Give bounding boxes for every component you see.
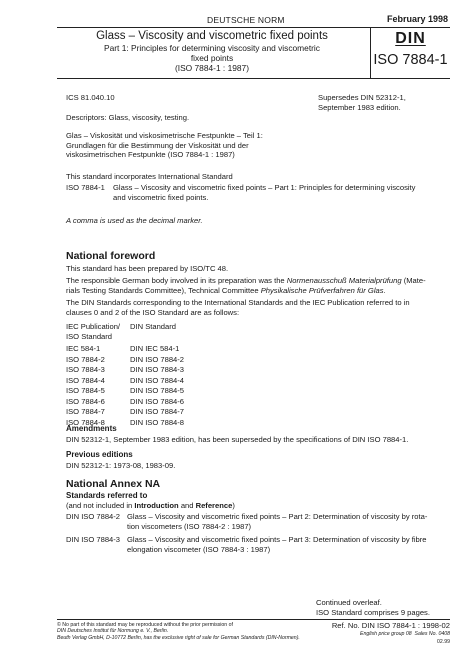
table-cell-iso: ISO 7884-4 [66,375,105,385]
amendments-text: DIN 52312-1, September 1983 edition, has been superseded by the specifications of DIN ISO 7884-1. [66,435,409,444]
subtitle-line-1: Part 1: Principles for determining viscosity and viscometric [104,43,320,53]
comma-note: A comma is used as the decimal marker. [66,216,203,225]
footer-rule [57,619,450,620]
descriptors: Descriptors: Glass, viscosity, testing. [66,113,190,122]
annex-ref-code: DIN ISO 7884-2 [66,512,121,521]
foreword-p2: The responsible German body involved in its preparation was the Normenausschuß Materialprüfung (Mate- rials Testing Standards Committee), Technical Committee Physikalische Prüfverfahren für Glas. [66,276,426,295]
foreword-p3: The DIN Standards corresponding to the International Standards and the IEC Publication referred to in clauses 0 and 2 of the ISO Standard are as follows: [66,298,410,317]
annex-heading: National Annex NA [66,478,161,490]
table-cell-iso: ISO 7884-3 [66,365,105,374]
footer-code: 02.99 [437,639,450,645]
table-cell-din: DIN IEC 584-1 [130,344,180,353]
table-header-col1: IEC Publication/ ISO Standard [66,322,121,341]
foreword-p1: This standard has been prepared by ISO/TC 48. [66,264,229,273]
table-cell-din: DIN ISO 7884-6 [130,396,185,406]
ics-code: ICS 81.040.10 [66,93,115,102]
iso-title: Glass – Viscosity and viscometric fixed points – Part 1: Principles for determining viscosity and viscometric fixed points. [113,183,416,202]
annex-ref-title: Glass – Viscosity and viscometric fixed points – Part 3: Determination of viscosity by fibre elongation viscometer (ISO 7884-3 : 1987) [127,535,427,554]
foreword-heading: National foreword [66,250,156,262]
subtitle-line-2: fixed points [190,53,234,63]
table-cell-din: DIN ISO 7884-4 [130,375,185,385]
annex-note: (and not included in Introduction and Reference) [66,501,235,510]
table-cell-iso: ISO 7884-6 [66,396,105,406]
correspondence-table [66,322,266,427]
price-info: English price group 08 Sales No. 0408 [360,631,450,637]
top-bar [57,14,450,28]
din-logo: DIN [395,30,426,47]
supersedes-note: Supersedes DIN 52312-1, September 1983 edition. [318,93,406,112]
publication-date: February 1998 [386,14,448,24]
reference-number: Ref. No. DIN ISO 7884-1 : 1998-02 [331,621,450,630]
continued-note: Continued overleaf. ISO Standard comprises 9 pages. [316,598,430,617]
table-cell-din: DIN ISO 7884-3 [130,365,185,374]
table-cell-iso: ISO 7884-5 [66,386,105,395]
norm-label: DEUTSCHE NORM [207,15,285,25]
table-cell-din: DIN ISO 7884-7 [130,407,185,416]
previous-editions-text: DIN 52312-1: 1973-08, 1983-09. [66,461,176,470]
table-cell-iso: ISO 7884-2 [66,354,105,364]
table-cell-din: DIN ISO 7884-5 [130,386,185,395]
title-block [57,30,367,73]
german-title: Glas – Viskosität und viskosimetrische Festpunkte – Teil 1: Grundlagen für die Bestimmung der Viskosität und der viskosimetrischen Festpunkte (ISO 7884-1 : 1987) [66,131,263,160]
table-header-col2: DIN Standard [130,322,177,331]
amendments-heading: Amendments [66,424,117,433]
table-cell-din: DIN ISO 7884-8 [130,417,185,427]
table-cell-iso: IEC 584-1 [66,344,101,353]
iso-reference: ISO 7884-1 [66,183,105,192]
standard-number: ISO 7884-1 [373,52,448,68]
table-cell-din: DIN ISO 7884-2 [130,354,185,364]
table-cell-iso: ISO 7884-7 [66,407,105,416]
annex-subheading: Standards referred to [66,491,148,500]
document-title: Glass – Viscosity and viscometric fixed points [96,30,328,42]
table-cell-iso: ISO 7884-8 [66,417,105,427]
annex-ref-title: Glass – Viscosity and viscometric fixed points – Part 2: Determination of viscosity by rota- tion viscometers (ISO 7884-2 : 1987) [127,512,428,531]
incorporates-note: This standard incorporates International Standard [66,172,233,181]
previous-editions-heading: Previous editions [66,450,133,459]
annex-ref-code: DIN ISO 7884-3 [66,535,121,544]
title-box [57,27,450,79]
subtitle-line-3: (ISO 7884-1 : 1987) [174,63,250,73]
copyright-notice: © No part of this standard may be reproduced without the prior permission of DIN Deutsches Institut für Normung e. V., Berlin. Beuth Verlag GmbH, D-10772 Berlin, has the exclusive right of sale for German Standards (DIN-Normen). [57,622,300,641]
